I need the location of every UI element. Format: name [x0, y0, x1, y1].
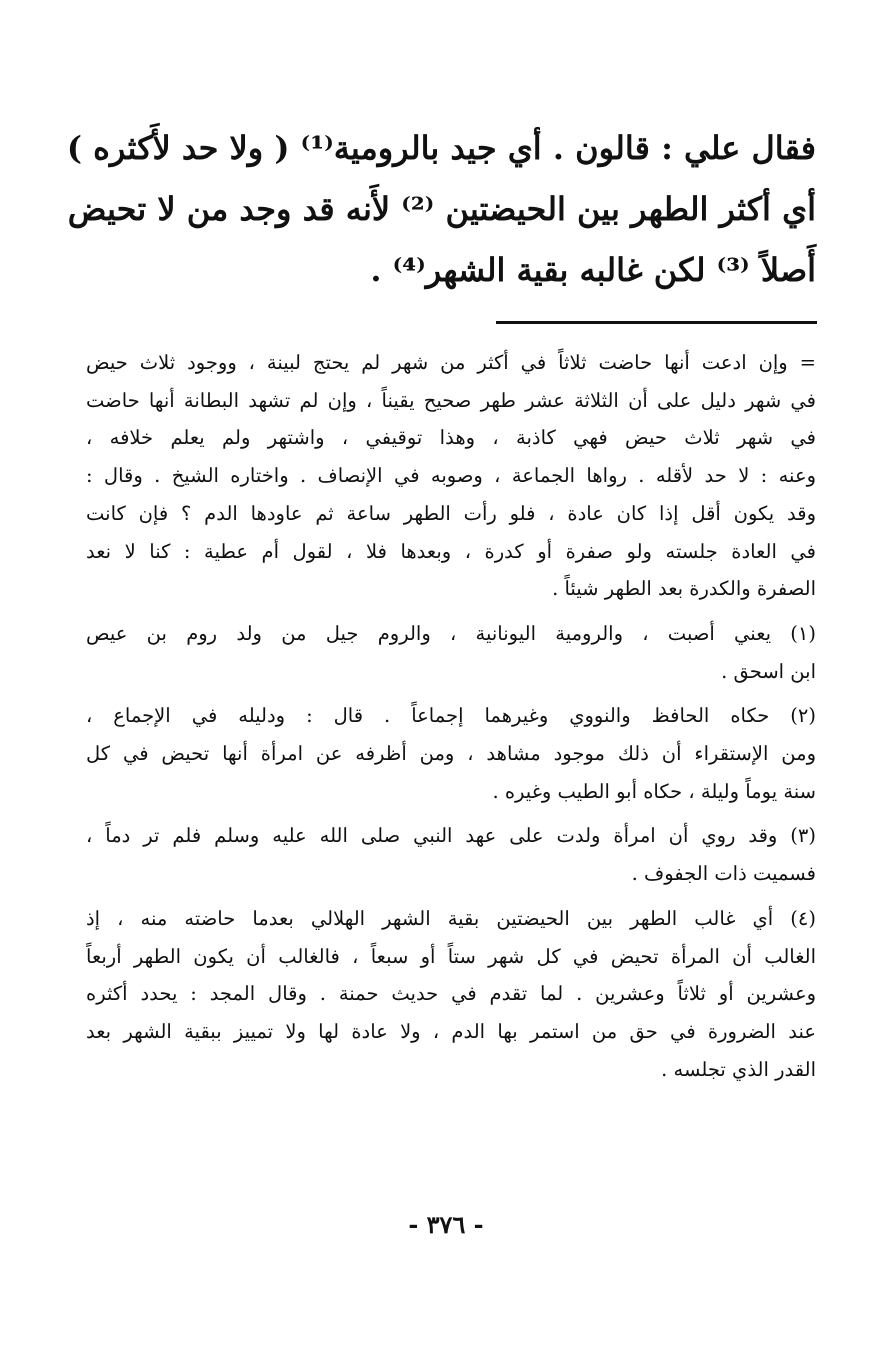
footnote-line: ومن الإستقراء أن ذلك موجود مشاهد ، ومن أظرفه عن امرأة أنها تحيض في كل — [86, 742, 816, 766]
main-text — [66, 118, 816, 301]
footnote-line: الغالب أن المرأة تحيض في كل شهر ستاً أو سبعاً ، فالغالب أن يكون الطهر أربعاً — [86, 944, 816, 968]
footnote-line: وعنه : لا حد لأقله . رواها الجماعة ، وصوبه في الإنصاف . واختاره الشيخ . وقال : — [86, 464, 816, 488]
footnote-line: الصفرة والكدرة بعد الطهر شيئاً . — [552, 577, 816, 601]
footnote-1 — [86, 615, 816, 690]
footnote-line: في شهر ثلاث حيض فهي كاذبة ، وهذا توقيفي ، واشتهر ولم يعلم خلافه ، — [86, 426, 816, 450]
main-text-line: أَصلاً ⁽³⁾ لكن غالبه بقية الشهر⁽⁴⁾ . — [370, 251, 816, 289]
footnote-line: (٢) حكاه الحافظ والنووي وغيرهما إجماعاً . قال : ودليله في الإجماع ، — [86, 704, 816, 728]
footnote-divider — [496, 321, 817, 324]
footnote-line: (٤) أي غالب الطهر بين الحيضتين بقية الشهر الهلالي بعدما حاضته منه ، إذ — [86, 906, 816, 930]
main-text-line: فقال علي : قالون . أي جيد بالرومية⁽¹⁾ ( ولا حد لأَكثره ) — [66, 129, 816, 167]
footnote-line: (٣) وقد روي أن امرأة ولدت على عهد النبي صلى الله عليه وسلم فلم تر دماً ، — [86, 824, 816, 848]
footnote-line: القدر الذي تجلسه . — [661, 1057, 816, 1081]
footnote-line: (١) يعني أصبت ، والرومية اليونانية ، والروم جيل من ولد روم بن عيص — [86, 621, 816, 645]
footnote-line: وعشرين أو ثلاثاً وعشرين . لما تقدم في حديث حمنة . وقال المجد : يحدد أكثره — [86, 982, 816, 1006]
footnote-continuation — [86, 344, 816, 608]
footnotes — [86, 344, 816, 1095]
footnote-4 — [86, 900, 816, 1089]
footnote-line: وقد يكون أقل إذا كان عادة ، فلو رأت الطهر ساعة ثم عاودها الدم ؟ فإن كانت — [86, 501, 816, 525]
footnote-line: عند الضرورة في حق من استمر بها الدم ، ولا عادة لها ولا تمييز ببقية الشهر بعد — [86, 1019, 816, 1043]
page-number: - ٣٧٦ - — [408, 1210, 484, 1239]
footnote-line: ابن اسحق . — [721, 659, 816, 683]
footnote-line: = وإن ادعت أنها حاضت ثلاثاً في أكثر من شهر لم يحتج لبينة ، ووجود ثلاث حيض — [86, 351, 816, 374]
footnote-line: في العادة جلسته ولو صفرة أو كدرة ، وبعدها فلا ، لقول أم عطية : كنا لا نعد — [86, 539, 816, 563]
footnote-line: في شهر دليل على أن الثلاثة عشر طهر صحيح يقيناً ، وإن لم تشهد البطانة أنها حاضت — [86, 388, 816, 412]
footnote-2 — [86, 697, 816, 810]
footnote-3 — [86, 817, 816, 892]
footnote-line: فسميت ذات الجفوف . — [631, 862, 816, 886]
footnote-line: سنة يوماً وليلة ، حكاه أبو الطيب وغيره . — [492, 779, 816, 803]
main-text-line: أي أكثر الطهر بين الحيضتين ⁽²⁾ لأَنه قد وجد من لا تحيض — [67, 190, 816, 228]
